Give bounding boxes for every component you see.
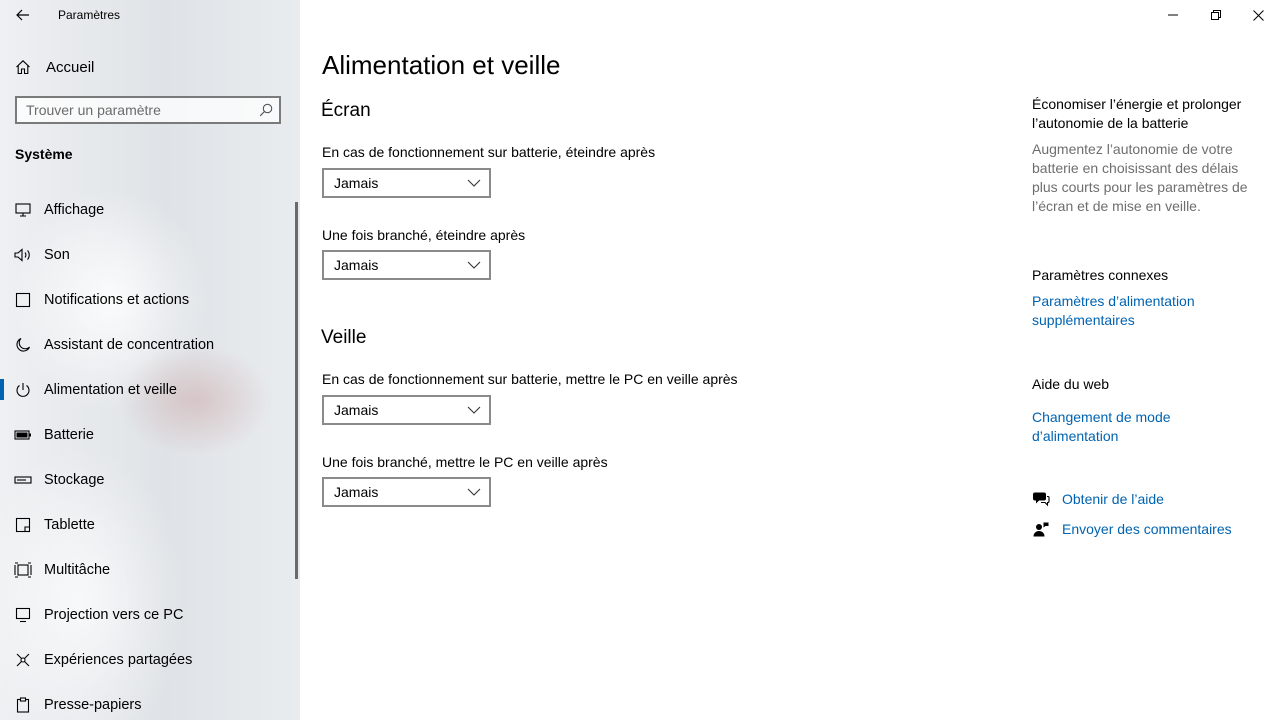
- dropdown-value: Jamais: [334, 175, 379, 191]
- sidebar-item-label: Notifications et actions: [44, 291, 190, 308]
- chevron-down-icon: [467, 176, 481, 190]
- speaker-icon: [14, 246, 32, 264]
- sidebar-item-label: Affichage: [44, 201, 105, 218]
- storage-icon: [14, 471, 32, 489]
- sidebar-item-tablet[interactable]: [0, 502, 300, 547]
- sidebar-scrollbar[interactable]: [295, 202, 298, 579]
- sidebar-item-label: Projection vers ce PC: [44, 606, 184, 623]
- sleep-plugged-dropdown[interactable]: [322, 477, 491, 507]
- sidebar-item-clipboard[interactable]: [0, 682, 300, 720]
- feedback-person-icon: [1032, 520, 1050, 538]
- dropdown-value: Jamais: [334, 257, 379, 273]
- screen-plugged-dropdown[interactable]: [322, 250, 491, 280]
- sidebar-item-label: Expériences partagées: [44, 651, 193, 668]
- screen-battery-label: En cas de fonctionnement sur batterie, éteindre après: [322, 144, 656, 160]
- help-chat-icon: [1032, 490, 1050, 508]
- search-input[interactable]: [17, 98, 256, 122]
- display-icon: [14, 201, 32, 219]
- sidebar-item-storage[interactable]: [0, 457, 300, 502]
- sidebar-item-notifications[interactable]: [0, 277, 300, 322]
- sleep-battery-dropdown[interactable]: [322, 395, 491, 425]
- sidebar-nav: [0, 187, 300, 720]
- main-content: [300, 0, 1280, 720]
- dropdown-value: Jamais: [334, 402, 379, 418]
- battery-icon: [14, 426, 32, 444]
- title-bar: [0, 0, 300, 30]
- minimize-button[interactable]: [1151, 0, 1194, 30]
- app-title: Paramètres: [58, 8, 121, 22]
- home-label: Accueil: [46, 58, 95, 76]
- screen-battery-dropdown[interactable]: [322, 168, 491, 198]
- web-help-heading: Aide du web: [1032, 376, 1110, 392]
- sidebar-section-title: Système: [15, 146, 73, 162]
- sidebar-item-home[interactable]: [0, 50, 300, 84]
- sidebar: [0, 0, 300, 720]
- screen-section-title: Écran: [321, 100, 371, 121]
- sidebar-item-battery[interactable]: [0, 412, 300, 457]
- projection-icon: [14, 606, 32, 624]
- screen-plugged-label: Une fois branché, éteindre après: [322, 227, 526, 243]
- multitask-icon: [14, 561, 32, 579]
- sidebar-item-shared-experiences[interactable]: [0, 637, 300, 682]
- chevron-down-icon: [467, 403, 481, 417]
- notification-icon: [14, 291, 32, 309]
- search-box[interactable]: [15, 96, 281, 124]
- chevron-down-icon: [467, 258, 481, 272]
- close-icon: [1253, 10, 1264, 21]
- sidebar-item-sound[interactable]: [0, 232, 300, 277]
- sidebar-item-label: Alimentation et veille: [44, 381, 177, 398]
- sidebar-item-label: Assistant de concentration: [44, 336, 215, 353]
- sidebar-item-label: Presse-papiers: [44, 696, 142, 713]
- search-icon[interactable]: [259, 103, 273, 122]
- sidebar-item-multitasking[interactable]: [0, 547, 300, 592]
- sleep-battery-label: En cas de fonctionnement sur batterie, mettre le PC en veille après: [322, 371, 738, 387]
- sidebar-item-display[interactable]: [0, 187, 300, 232]
- get-help-link[interactable]: Obtenir de l’aide: [1062, 490, 1164, 507]
- tablet-icon: [14, 516, 32, 534]
- sidebar-item-power-sleep[interactable]: [0, 367, 300, 412]
- restore-button[interactable]: [1194, 0, 1237, 30]
- chevron-down-icon: [467, 485, 481, 499]
- back-arrow-icon: [16, 9, 30, 21]
- back-button[interactable]: [8, 0, 38, 30]
- sidebar-item-label: Batterie: [44, 426, 94, 443]
- tip-text: Augmentez l’autonomie de votre batterie en choisissant des délais plus courts pour les paramètres de l’écran et de mise en veille.: [1032, 141, 1248, 214]
- tip-heading: Économiser l’énergie et prolonger l’autonomie de la batterie: [1032, 96, 1242, 131]
- sidebar-item-focus-assist[interactable]: [0, 322, 300, 367]
- window-controls: [1151, 0, 1280, 30]
- home-icon: [15, 59, 31, 80]
- sleep-plugged-label: Une fois branché, mettre le PC en veille après: [322, 454, 608, 470]
- related-settings-heading: Paramètres connexes: [1032, 267, 1169, 283]
- sidebar-item-projection[interactable]: [0, 592, 300, 637]
- change-power-mode-link[interactable]: Changement de mode d’alimentation: [1032, 409, 1171, 444]
- moon-icon: [14, 336, 32, 354]
- page-title: Alimentation et veille: [322, 50, 561, 80]
- minimize-icon: [1168, 10, 1178, 20]
- sidebar-item-label: Son: [44, 246, 70, 263]
- get-help-row[interactable]: [1032, 488, 1164, 510]
- power-icon: [14, 381, 32, 399]
- clipboard-icon: [14, 696, 32, 714]
- additional-power-settings-link[interactable]: Paramètres d’alimentation supplémentaires: [1032, 293, 1195, 328]
- sleep-section-title: Veille: [321, 327, 367, 348]
- send-feedback-link[interactable]: Envoyer des commentaires: [1062, 520, 1232, 537]
- sidebar-item-label: Stockage: [44, 471, 105, 488]
- restore-icon: [1211, 10, 1221, 20]
- dropdown-value: Jamais: [334, 484, 379, 500]
- close-button[interactable]: [1237, 0, 1280, 30]
- shared-icon: [14, 651, 32, 669]
- sidebar-item-label: Multitâche: [44, 561, 111, 578]
- sidebar-item-label: Tablette: [44, 516, 95, 533]
- send-feedback-row[interactable]: [1032, 518, 1232, 540]
